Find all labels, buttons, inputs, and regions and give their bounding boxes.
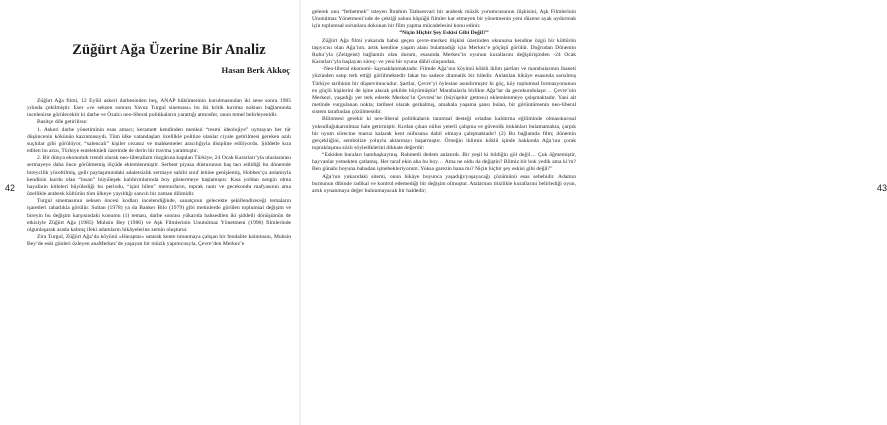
paragraph: 2. Bir dünya ekonomik trendi olarak neo-liberalizm rüzgârına kapılan Türkiye, 24 Ocak Kararları’yla uluslararası sermayeye daha önce görülmemiş ölçüde eklemlenmiştir. Serbest piyasa düsturunun baş tacı edildiği bu dönemde bireycilik yüceltilmiş, gelir paylaşımındaki adaletsizlik sermaye sahibi sınıf lehine genişlemiş, Hobbes’çu anlamıyla kendinin kurdu olan “insan” büyüleşek kaldırımlarında boy göstermeye başlamıştır. Kısa yoldan zengin olma hayalinin kitleleri büyülediği bu periodu, “işini bilen” memurların, toprak rantı ve gecekondu mafyasının ama özellikle arabesk kültürün tüm ülkeye yayıldığı sancılı bir zaman dilimidir. bbox=[27, 155, 291, 198]
paragraph: Züğürt Ağa filmi yukarıda bahsi geçen çevre-merkez ilişkisi üzerinden okunursa kendine özgü bir kültürün taşıyıcısı olan Ağa’nın, artık kendine yaşam alanı bulamadığı için Merkez’e göçüşü görülür. Doğrudan Dönemin Ruhu’yla (Zeitgeist) bağlantılı olan durum, esasında Merkez’in oyunun kurallarını değiştirişinden -24 Ocak Kararları’yla başlayan süreç- ve yeni bir oyuna dâhil oluşundan. bbox=[312, 37, 576, 66]
paragraph: Zira Turgul, Züğürt Ağa’da köyünü «Haraptar» satarak kente tutunmaya çalışan bir feodalite kalıntısını, Muhsin Bey’de eski günleri özleyen anaMerkez’de yaşayan bir müzik yapımcısıyla, Çevre’den Merkez’e bbox=[27, 233, 291, 248]
right-body-text bbox=[312, 9, 576, 195]
paragraph: Ağa’nın yukarıdaki sitemi, onun hikâye boyunca yaşadığı/yaşayacağı çözümünü esas sebebidir. Adamın burnunun dibinde radikal ve kontrol edemediği bir değişim olmuştur. Atalarının titizlikle kurallarını belirlediği oyun, artık oynanmaya değer bulunmayacak bir haldedir; bbox=[312, 173, 576, 194]
left-body-text bbox=[27, 98, 291, 248]
quote-paragraph: “Eskiden buraları bambaşkaymış. Rahmetli dedem anlatırdı. Bir yeşil ki bildiğin göl değil… Çok öğmemiştir, hayvanlar yemekten çatlamış. Her taraf ekin aha bu boy… Ama ne oldu da değiştin? Bilmiz bir bok yedik ama ki’m? Ben günahı boyuna babadan işinebekleriyorum. Yoksa garezin bana mı? Niçin hiçbir şey eskisi gibi değil?” bbox=[312, 152, 576, 173]
author-name: Hasan Berk Akkoç bbox=[221, 65, 290, 75]
article-title: Züğürt Ağa Üzerine Bir Analiz bbox=[72, 42, 266, 58]
page-number-right: 43 bbox=[877, 183, 887, 193]
right-page bbox=[300, 0, 887, 425]
paragraph: Züğürt Ağa filmi, 12 Eylül askeri darbesinden beş, ANAP hükümetinin kurulmasından iki sene sonra 1985 yılında çekilmiştir. Eser «ve seksen sonrası Yavuz Turgul sineması» bu iki kritik kırılma noktası bağlamında incelenirse görülecektir ki darbe ve Özalcı neo-liberal politikaların yarattığı atmosfer, onun temel belirleyenidir. bbox=[27, 98, 291, 119]
section-subheading: “Niçin Hiçbir Şey Eskisi Gibi Değil?” bbox=[399, 30, 489, 37]
paragraph: gelerek onu “fethetmek” isteyen İbrahim Tatlısesvari bir arabesk müzik yorumcusunun ilişkisini, Aşk Filmlerinin Unutulmaz Yönetmeni’nde de çektiği sabun köpüğü filmler kar etmeyen bir yönetmenin yeni düzene ayak uydurmak için toplumsal sorunlara dokunan bir film yapma mücadelesini konu edinir. bbox=[312, 9, 576, 30]
page-number-left: 42 bbox=[5, 183, 16, 193]
left-page bbox=[0, 0, 300, 425]
paragraph: Bilinmesi gerekir ki neo-liberal politikaların tanımsal desteği ortadan kaldırma eğiliminde olmasıkurısal yoksulluğukarınlmaz hale getirmiştir. Kırdan çıkan nüfus yeterli çalışma ve güvenlik imkânları bulamamakta, çarpık bir uyum sürecine maruz kalarak kent nüfusuna dahil olmaya çalışmaktadır! (2) Bu bağlamda film; dönemin gerçekliğini, sembolize yoluyla aktarmayı başarmıştır. Örneğin iklimin köklü işinde hakkında Ağa’nın çorak topraklaşıma sözlı söylediklerini dikkate değerdir: bbox=[312, 116, 576, 151]
paragraph: 1. Askeri darbe yönetiminin esas amacı; keramett kendinden menkul “resmi ideolojiye” uymayan her tür düşüncenin kökünün kazınmasıydı. Tüm ülke vatandaşları özellikle politize olanlar ciyale getirilmesi gereken azılı suçlular gibi görülüyor, “salencalı” kişiler cezasız ve mahkemeler aracılığıyla disipline ediliyordu. Şiddetle kıra edilen bu arzu, Türkiye entelektüeli üzerinde de derin bir travma yaratmıştır. bbox=[27, 126, 291, 155]
paragraph: -Neo-liberal ekonomi- kaynaklanmaktadır. Filmde Ağa’nın köyünü köklü iklim şartları ve marabalarının ihaneti yüzünden satıp terk ettiği görülmektedir fakat bu sadece dramatik bir hiledir. Anlatılan hikâye esasında sarsılmış Türkiye tarihinin bir düşsevimucudur. Şartlar, Çevre’yi öylesine asındırmıştır ki göç, köy toplumsal formasyonunun en güçlü kişilerini de işine alacak şekilde büyümüştür! Marabalarla birlikte Ağa’lar da gecekondulaşır… Çevre’nin Merkezi, yaşadığı yer terk ederek Merkez’in Çevresi’ne (büyüşehir gettosu) eklemlenmeye çalışmaktadır. Yani alt metinde vurgulanan nokta; tarihsel olarak gerkalmış, amahala yaşama şansı bulan, bir görüntümenin neo-liberal sistem tarafından çözülmesidir. bbox=[312, 66, 576, 116]
paragraph: Turgul sinemasının seksen öncesi kodları incelendiğinde, sanatçının gelecekte şekillendireceği temaların işaretleri rahatlıkla görülür. Sultan (1978) ya da Banker Bilo (1979) gibi metinlerde görülen toplumsal değişim ve bireyin bu değişim karşısındaki konumu (1) teması, darbe sonrası yükarıda bahsedilen iki şiddetli dönüşümün de etkisiyle Züğürt Ağa (1985) Muhsin Bey (1986) ve Aşk Filmlerinin Unutulmaz Yönetmeni (1990) filmlerinde olgunlaşarak arada kalmış ifeki adamların hikâyelerine zemin oluşturur. bbox=[27, 198, 291, 233]
paragraph: Basitçe dile getirilirse: bbox=[37, 119, 88, 126]
